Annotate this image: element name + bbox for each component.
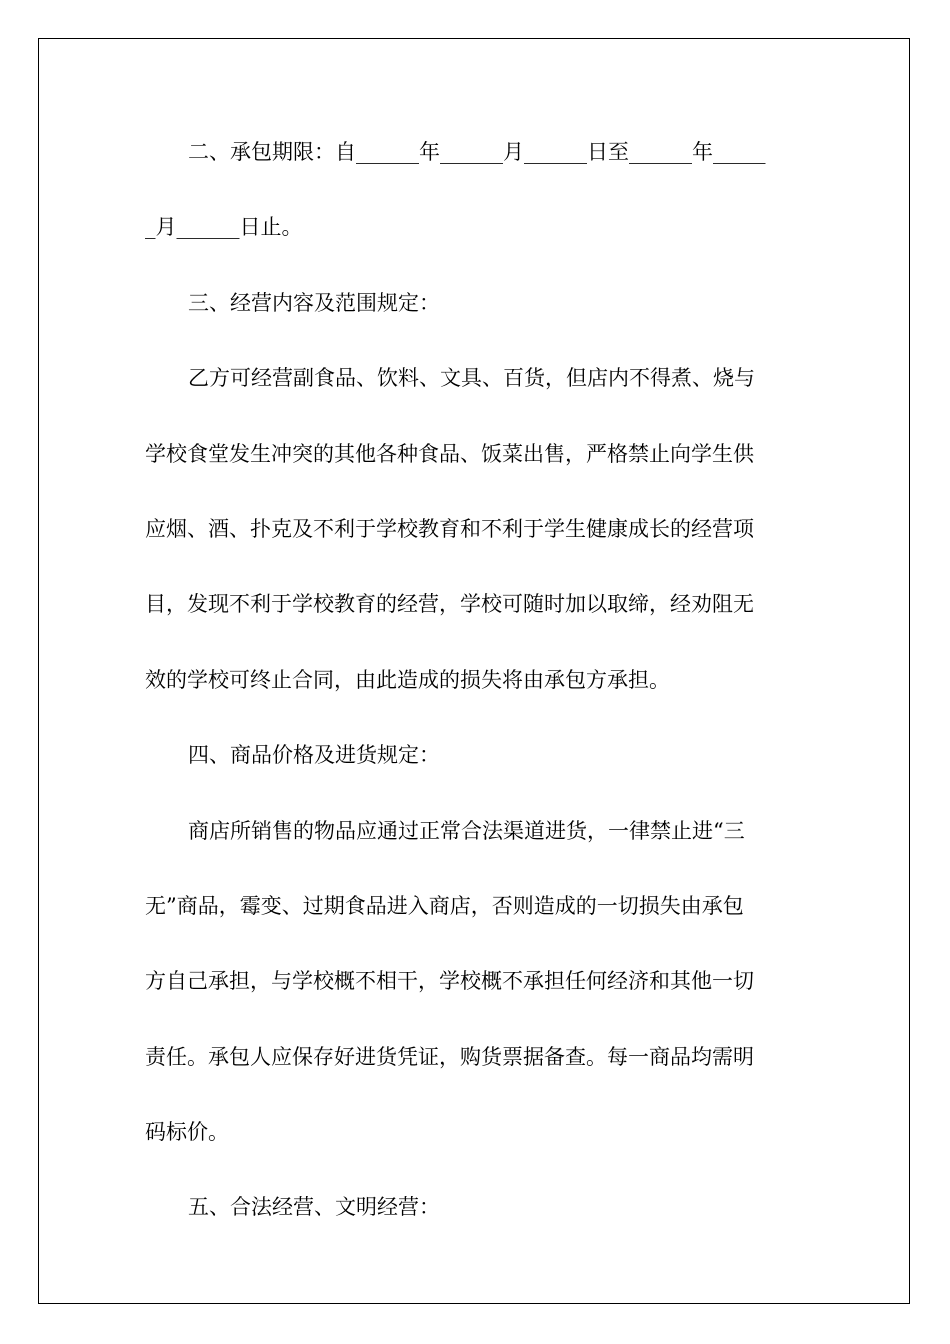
text-line: _月______日止。 [145, 215, 303, 240]
text-line: 应烟、酒、扑克及不利于学校教育和不利于学生健康成长的经营项 [145, 516, 754, 541]
text-line: 责任。承包人应保存好进货凭证，购货票据备查。每一商品均需明 [145, 1044, 754, 1069]
section-heading: 三、经营内容及范围规定： [188, 290, 440, 315]
text-line: 方自己承担，与学校概不相干，学校概不承担任何经济和其他一切 [145, 969, 754, 994]
text-line: 乙方可经营副食品、饮料、文具、百货，但店内不得煮、烧与 [188, 366, 755, 391]
text-line: 效的学校可终止合同，由此造成的损失将由承包方承担。 [145, 667, 670, 692]
section-heading: 五、合法经营、文明经营： [188, 1195, 440, 1220]
text-line: 无”商品，霉变、过期食品进入商店，否则造成的一切损失由承包 [145, 893, 744, 918]
text-line: 学校食堂发生冲突的其他各种食品、饭菜出售，严格禁止向学生供 [145, 441, 754, 466]
section-heading: 四、商品价格及进货规定： [188, 743, 440, 768]
text-line: 商店所销售的物品应通过正常合法渠道进货，一律禁止进“三 [188, 818, 745, 843]
document-body [145, 128, 795, 1259]
text-line: 目，发现不利于学校教育的经营，学校可随时加以取缔，经劝阻无 [145, 592, 754, 617]
text-line: 二、承包期限：自______年______月______日至______年_____ [188, 140, 766, 164]
text-line: 码标价。 [145, 1120, 229, 1145]
